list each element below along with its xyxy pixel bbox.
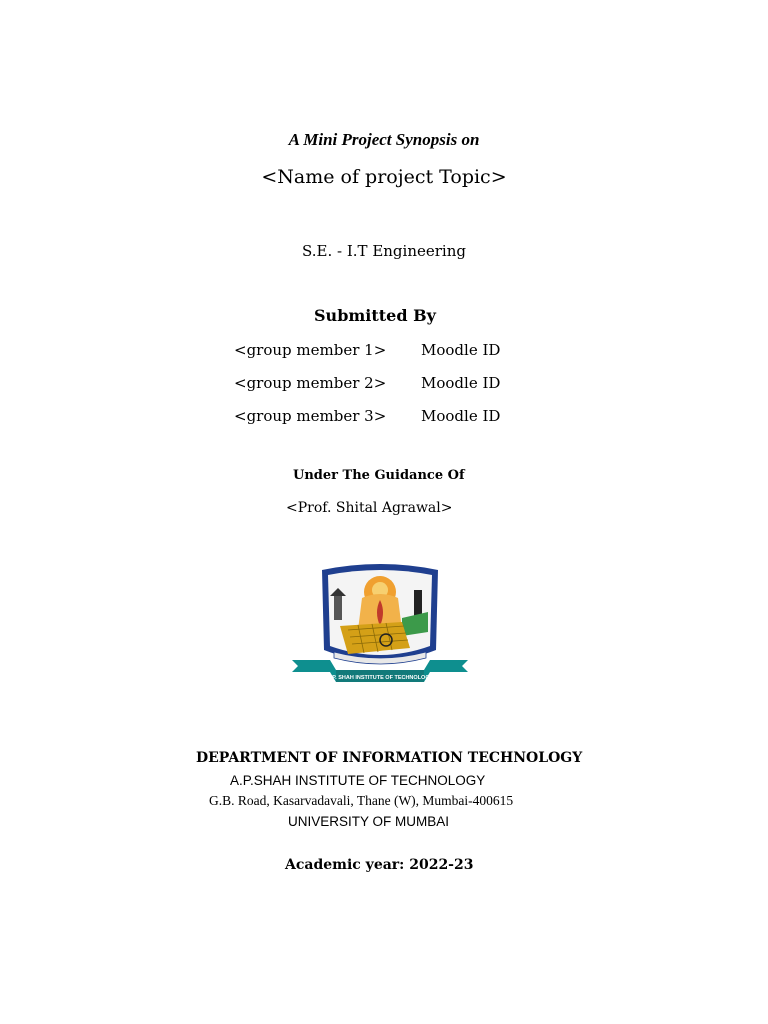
institute-crest-logo	[290, 560, 470, 695]
group-member-3: <group member 3>	[234, 407, 387, 425]
institute-address: G.B. Road, Kasarvadavali, Thane (W), Mumbai-400615	[209, 793, 514, 808]
moodle-id-2: Moodle ID	[421, 374, 501, 392]
guide-name: <Prof. Shital Agrawal>	[286, 500, 453, 516]
submitted-by-label: Submitted By	[314, 306, 436, 325]
group-member-2: <group member 2>	[234, 374, 387, 392]
moodle-id-3: Moodle ID	[421, 407, 501, 425]
guidance-label: Under The Guidance Of	[293, 468, 465, 483]
university-name: UNIVERSITY OF MUMBAI	[288, 814, 450, 829]
institute-name: A.P.SHAH INSTITUTE OF TECHNOLOGY	[230, 773, 486, 788]
synopsis-heading: A Mini Project Synopsis on	[288, 130, 480, 149]
moodle-id-1: Moodle ID	[421, 341, 501, 359]
academic-year: Academic year: 2022-23	[285, 857, 474, 873]
department-name: DEPARTMENT OF INFORMATION TECHNOLOGY	[196, 750, 583, 766]
logo-banner-text: A.P. SHAH INSTITUTE OF TECHNOLOGY	[326, 675, 434, 681]
group-member-1: <group member 1>	[234, 341, 387, 359]
course-name: S.E. - I.T Engineering	[302, 242, 466, 260]
project-topic: <Name of project Topic>	[261, 166, 507, 188]
